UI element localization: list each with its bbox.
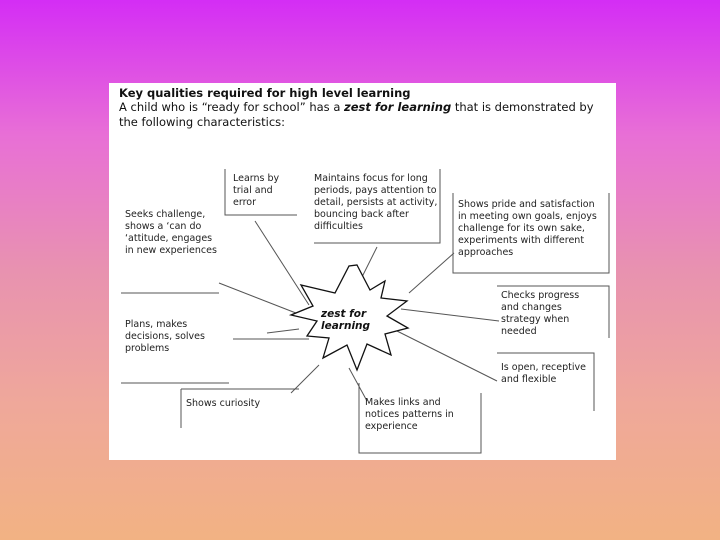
slide-intro	[119, 100, 599, 130]
intro-emphasis: zest for learning	[344, 100, 452, 114]
slide	[109, 83, 616, 460]
characteristic-plans: Plans, makes decisions, solves problems	[125, 319, 205, 354]
connector-progress	[401, 309, 499, 321]
intro-text-end: that is demonstrated by the following characteristics:	[119, 100, 594, 129]
connector-curiosity	[291, 365, 319, 393]
characteristic-links: Makes links and notices patterns in experience	[365, 397, 454, 432]
characteristic-trial-error: Learns by trial and error	[233, 173, 280, 208]
characteristic-focus: Maintains focus for long periods, pays attention to detail, persists at activity, bouncing back after difficulties	[314, 173, 438, 232]
connector-plans	[267, 329, 299, 333]
characteristic-challenge: Seeks challenge, shows a ‘can do ‘attitude, engages in new experiences	[125, 209, 217, 256]
connector-focus	[361, 247, 377, 279]
connector-open	[397, 331, 497, 381]
characteristic-open: Is open, receptive and flexible	[501, 362, 586, 385]
characteristic-curiosity: Shows curiosity	[186, 398, 261, 409]
connector-pride	[409, 253, 454, 293]
characteristic-pride: Shows pride and satisfaction in meeting own goals, enjoys challenge for its own sake, experiments with different approaches	[458, 199, 597, 258]
characteristic-progress: Checks progress and changes strategy when needed	[501, 290, 580, 337]
zest-label: zest for learning	[321, 308, 371, 332]
intro-text-start: A child who is “ready for school” has a	[119, 100, 345, 114]
slide-heading: Key qualities required for high level learning	[119, 86, 411, 100]
connector-challenge	[219, 283, 301, 315]
connector-trial-error	[255, 221, 309, 305]
